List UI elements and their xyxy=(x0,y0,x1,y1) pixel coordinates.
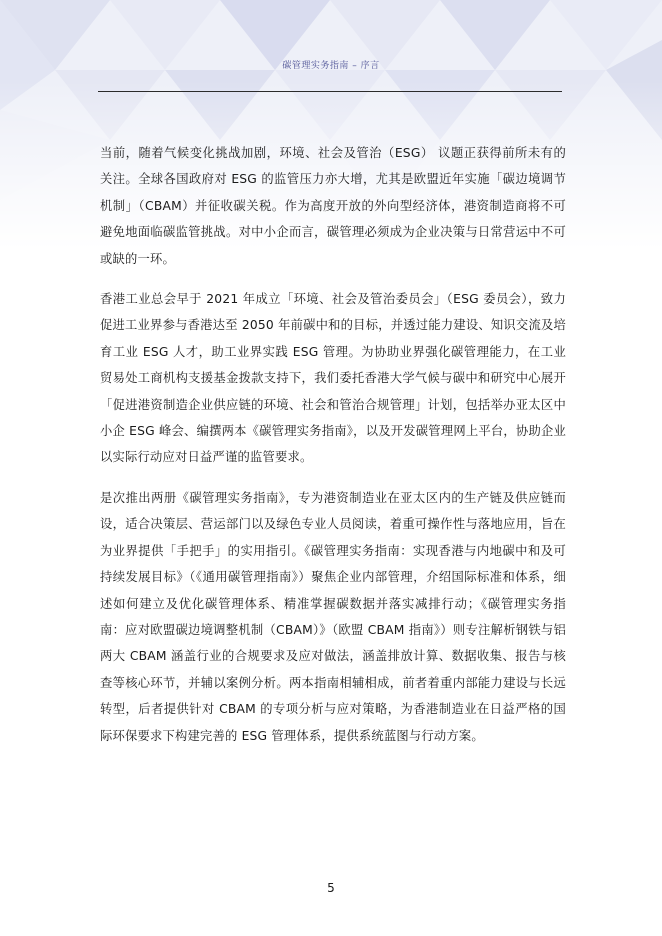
preface-body xyxy=(100,140,566,763)
running-header-title: 碳管理实务指南 – 序言 xyxy=(282,61,380,71)
header-divider xyxy=(98,91,562,92)
page-number: 5 xyxy=(327,881,335,895)
paragraph-3: 是次推出两册《碳管理实务指南》，专为港资制造业在亚太区内的生产链及供应链而设，适合决策层、营运部门以及绿色专业人员阅读，着重可操作性与落地应用，旨在为业界提供「手把手」的实用指引。《碳管理实务指南：实现香港与内地碳中和及可持续发展目标》（《通用碳管理指南》）聚焦企业内部管理，介绍国际标准和体系，细述如何建立及优化碳管理体系、精准掌握碳数据并落实减排行动；《碳管理实务指南：应对欧盟碳边境调整机制（CBAM）》（欧盟 CBAM 指南》）则专注解析钢铁与铝两大 CBAM 涵盖行业的合规要求及应对做法，涵盖排放计算、数据收集、报告与核查等核心环节，并辅以案例分析。两本指南相辅相成，前者着重内部能力建设与长远转型，后者提供针对 CBAM 的专项分析与应对策略，为香港制造业在日益严格的国际环保要求下构建完善的 ESG 管理体系，提供系统蓝图与行动方案。 xyxy=(100,490,566,743)
paragraph-1: 当前，随着气候变化挑战加剧，环境、社会及管治（ESG） 议题正获得前所未有的关注。全球各国政府对 ESG 的监管压力亦大增，尤其是欧盟近年实施「碳边境调节机制」（CBAM）并征收碳关税。作为高度开放的外向型经济体，港资制造商将不可避免地面临碳监管挑战。对中小企而言，碳管理必须成为企业决策与日常营运中不可或缺的一环。 xyxy=(100,146,566,266)
paragraph-2: 香港工业总会早于 2021 年成立「环境、社会及管治委员会」（ESG 委员会），致力促进工业界参与香港达至 2050 年前碳中和的目标，并透过能力建设、知识交流及培育工业 ESG 人才，助工业界实践 ESG 管理。为协助业界强化碳管理能力，在工业贸易处工商机构支援基金拨款支持下，我们委托香港大学气候与碳中和研究中心展开「促进港资制造企业供应链的环境、社会和管治合规管理」计划，包括举办亚太区中小企 ESG 峰会、编撰两本《碳管理实务指南》，以及开发碳管理网上平台，协助企业以实际行动应对日益严谨的监管要求。 xyxy=(100,292,566,465)
